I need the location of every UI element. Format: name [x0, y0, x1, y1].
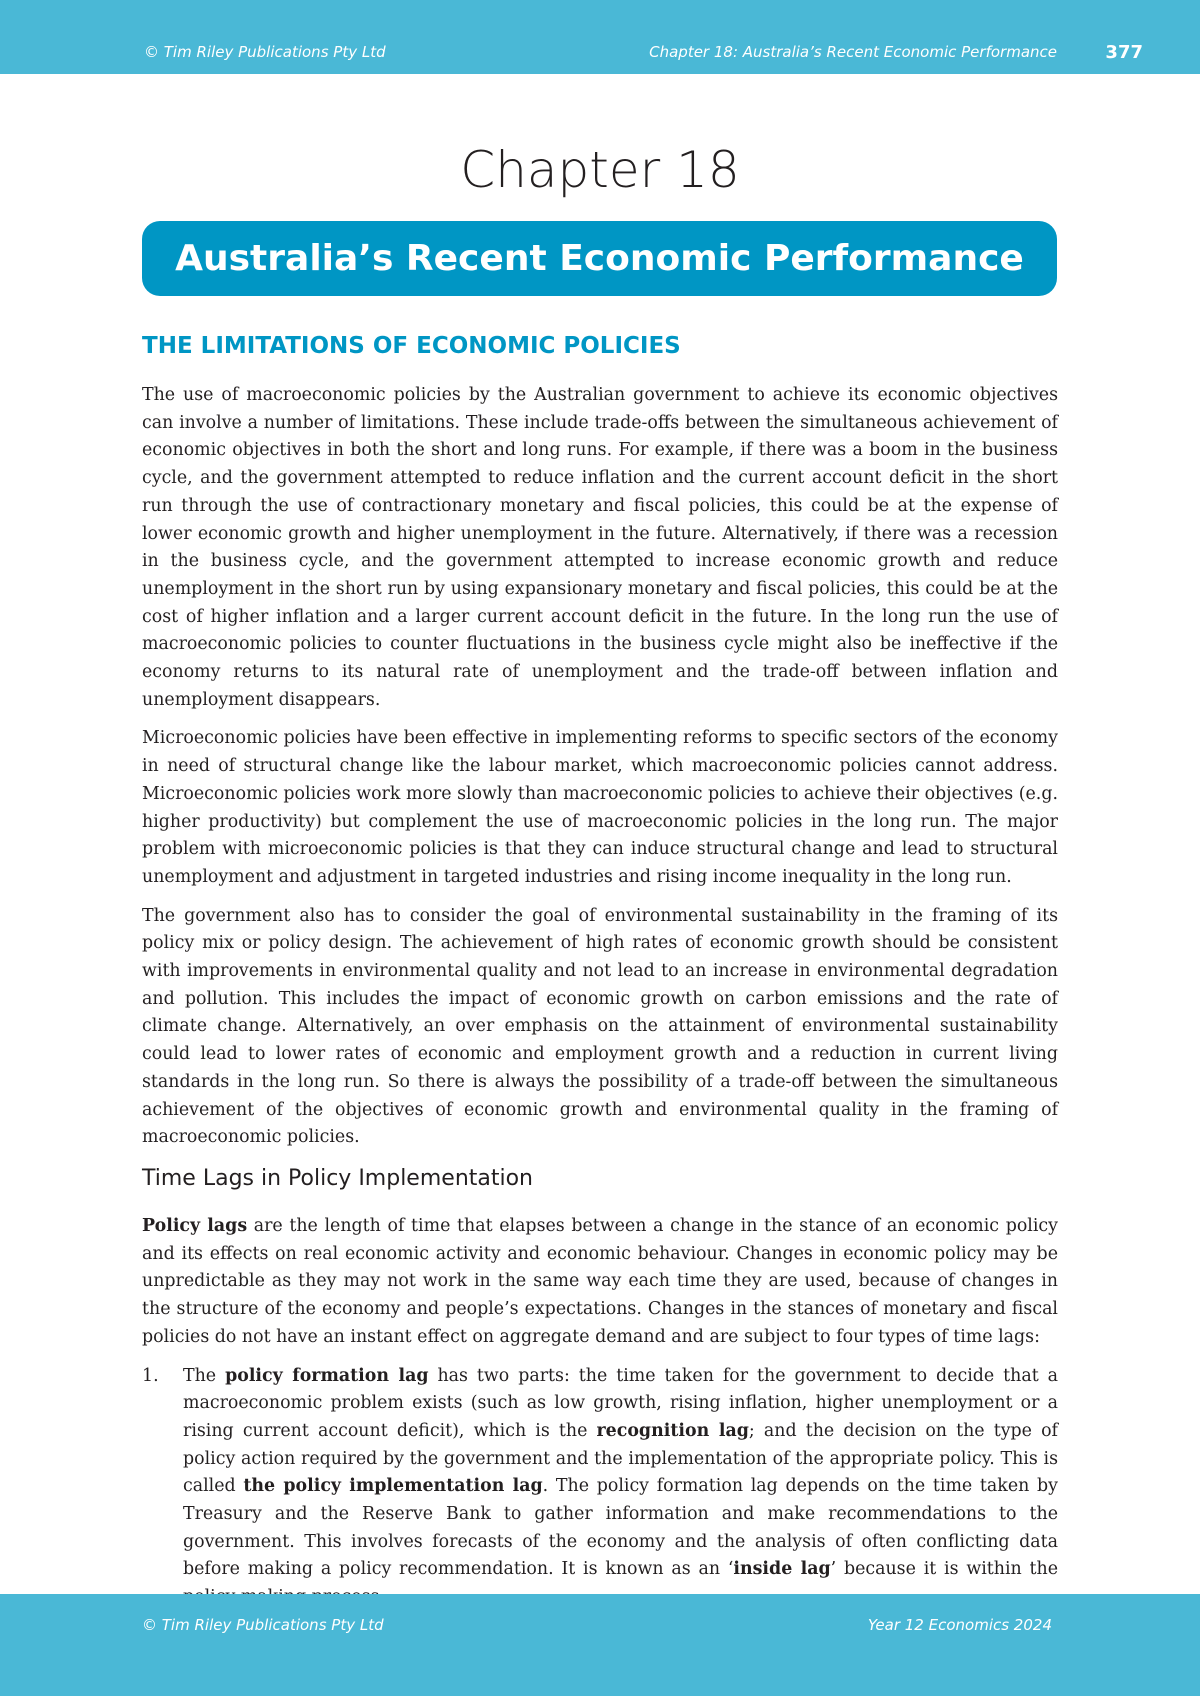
text-run: . The policy formation lag depends on the time taken by Treasury and the Reserve Bank to gather information and make recommendations to the government. This involves forecasts of the economy and the analysis of often conflicting data before making a policy recommendation. It is known as an ‘ — [183, 1476, 1058, 1580]
subheading: Time Lags in Policy Implementation — [142, 1165, 534, 1191]
bold-term: policy formation lag — [225, 1365, 429, 1386]
chapter-title-banner: Australia’s Recent Economic Performance — [142, 221, 1057, 296]
body-paragraph: The government also has to consider the goal of environmental sustainability in the framing of its policy mix or policy design. The achievement of high rates of economic growth should be consistent with improvements in environmental quality and not lead to an increase in environmental degradation and pollution. This includes the impact of economic growth on carbon emissions and the rate of climate change. Alternatively, an over emphasis on the attainment of environmental sustainability could lead to lower rates of economic and employment growth and a reduction in current living standards in the long run. So there is always the possibility of a trade-off between the simultaneous achievement of the objectives of economic growth and environmental quality in the framing of macroeconomic policies. — [142, 905, 1058, 1148]
text-run: The — [183, 1365, 226, 1386]
chapter-label: Chapter 18 — [460, 141, 740, 199]
bold-term: Policy lags — [142, 1215, 248, 1236]
time-lags-list — [142, 1363, 1058, 1612]
list-item-text — [183, 1363, 1058, 1612]
text-run: has two parts: the time taken for the government to decide that a macroeconomic problem exists (such as low growth, rising inflation, higher unemployment or a rising current account deficit), which is the — [183, 1365, 1059, 1441]
body-paragraph: The use of macroeconomic policies by the Australian government to achieve its economic objectives can involve a number of limitations. These include trade-offs between the simultaneous achievement of economic objectives in both the short and long runs. For example, if there was a boom in the business cycle, and the government attempted to reduce inflation and the current account deficit in the short run through the use of contractionary monetary and fiscal policies, this could be at the expense of lower economic growth and higher unemployment in the future. Alternatively, if there was a recession in the business cycle, and the government attempted to increase economic growth and reduce unemployment in the short run by using expansionary monetary and fiscal policies, this could be at the cost of higher inflation and a larger current account deficit in the future. In the long run the use of macroeconomic policies to counter fluctuations in the business cycle might also be ineffective if the economy returns to its natural rate of unemployment and the trade-off between inflation and unemployment disappears. — [142, 385, 1058, 710]
body-paragraph: Microeconomic policies have been effective in implementing reforms to specific sectors of the economy in need of structural change like the labour market, which macroeconomic policies cannot address. Microeconomic policies work more slowly than macroeconomic policies to achieve their objectives (e.g. higher productivity) but complement the use of macroeconomic policies in the long run. The major problem with microeconomic policies is that they can induce structural change and lead to structural unemployment and adjustment in targeted industries and rising income inequality in the long run. — [142, 728, 1058, 887]
policy-lags-paragraph — [142, 1213, 1058, 1352]
section-heading: THE LIMITATIONS OF ECONOMIC POLICIES — [142, 333, 681, 359]
text-run: ’ because it is within the — [830, 1559, 1058, 1580]
bold-term: the policy implementation lag — [243, 1476, 543, 1497]
page-body — [142, 328, 1058, 1612]
list-item — [142, 1363, 1058, 1612]
page-number: 377 — [1105, 42, 1143, 63]
text-run: ; and the decision on the type of policy action required by the government and the implementation of the appropriate policy. This is called — [183, 1420, 1058, 1497]
page-header — [0, 0, 1200, 74]
list-number: 1. — [142, 1365, 159, 1386]
paragraph-text: are the length of time that elapses between a change in the stance of an economic policy and its effects on real economic activity and economic behaviour. Changes in economic policy may be unpredictable as they may not work in the same way each time they are used, because of changes in the structure of the economy and people’s expectations. Changes in the stances of monetary and fiscal policies do not have an instant effect on aggregate demand and are subject to four types of time lags: — [142, 1215, 1058, 1347]
page-footer — [0, 1594, 1200, 1696]
bold-term: inside lag — [733, 1559, 831, 1580]
header-chapter-title: Chapter 18: Australia’s Recent Economic Performance — [649, 43, 1057, 61]
bold-term: recognition lag — [596, 1420, 749, 1441]
header-copyright: © Tim Riley Publications Pty Ltd — [144, 43, 386, 61]
footer-publication: Year 12 Economics 2024 — [867, 1616, 1052, 1634]
footer-copyright: © Tim Riley Publications Pty Ltd — [142, 1616, 384, 1634]
